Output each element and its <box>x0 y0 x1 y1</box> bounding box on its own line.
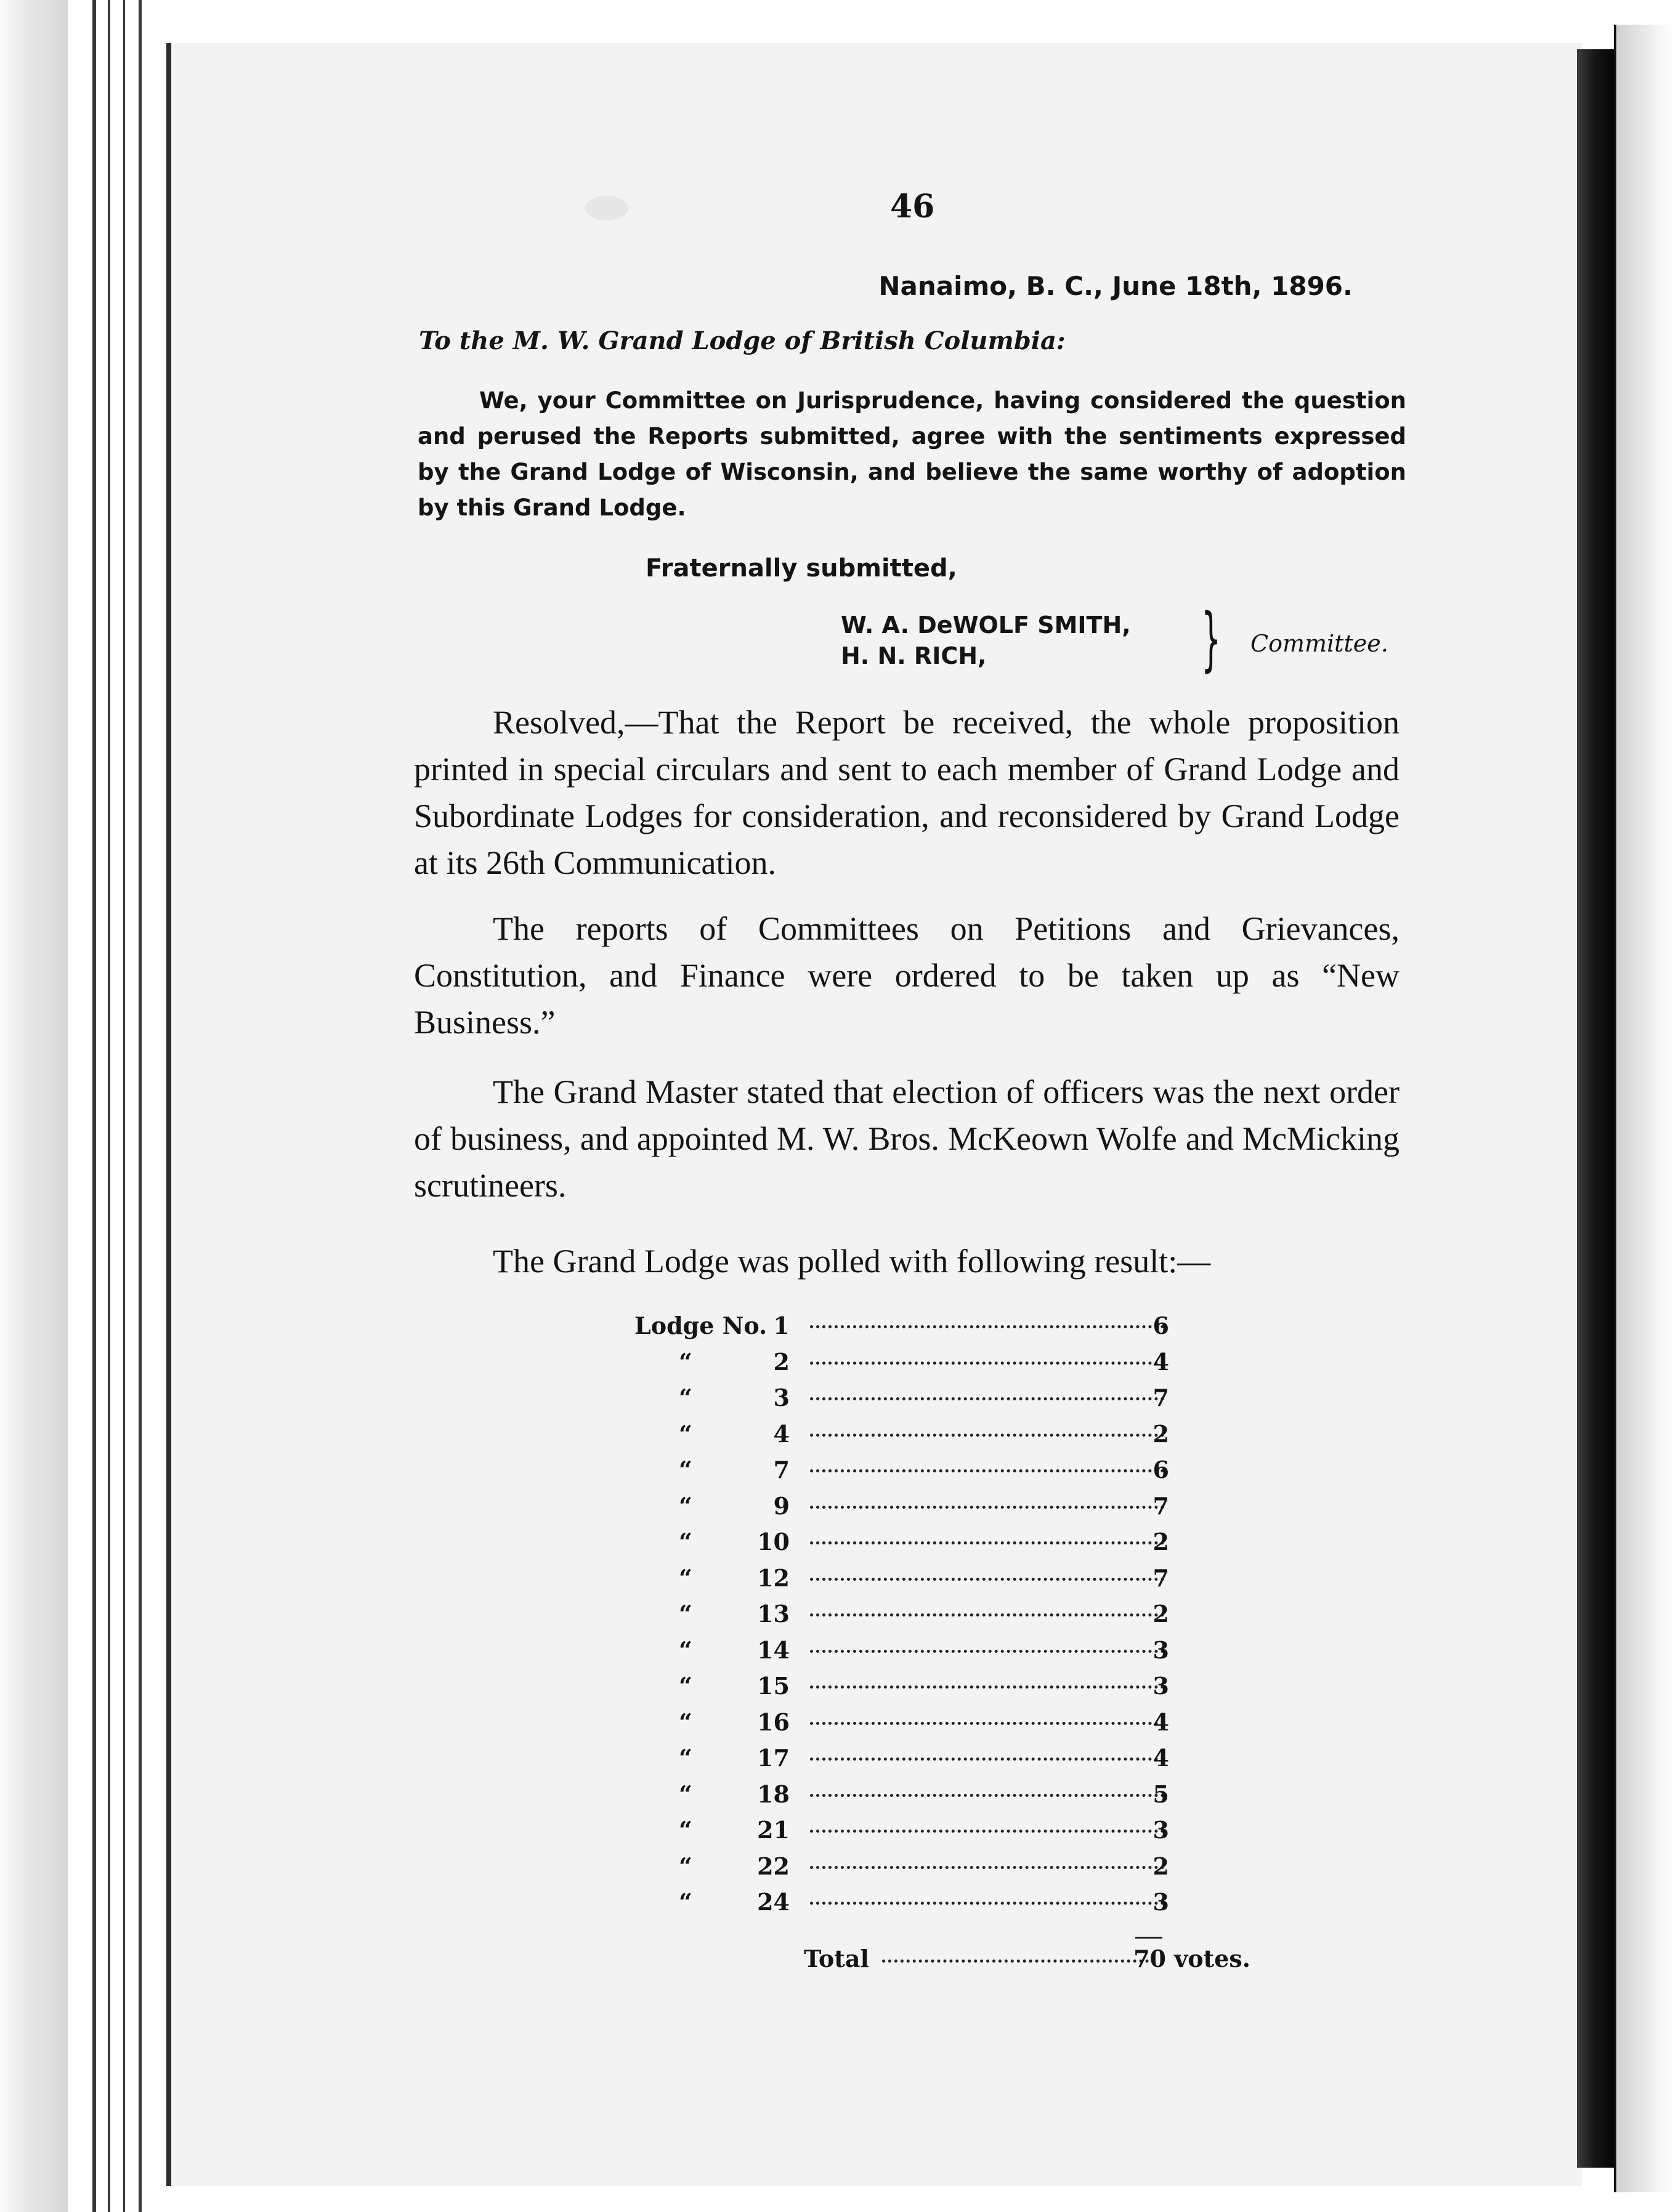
vote-count: 4 <box>1152 1744 1169 1772</box>
leader-dots <box>810 1830 1164 1833</box>
book-spine <box>1577 49 1614 2168</box>
ditto-mark: “ <box>679 1347 692 1376</box>
vote-count: 3 <box>1152 1636 1169 1664</box>
ditto-mark: “ <box>679 1528 692 1556</box>
lodge-number: 24 <box>757 1888 790 1916</box>
lodge-number: 10 <box>757 1528 790 1556</box>
page-edge-line <box>92 0 96 2212</box>
vote-count: 7 <box>1152 1384 1169 1411</box>
vote-row <box>634 1774 1213 1810</box>
vote-row <box>634 1594 1213 1630</box>
leader-dots <box>810 1685 1164 1689</box>
ditto-mark: “ <box>679 1708 692 1736</box>
election-paragraph: The Grand Master stated that election of officers was the next order of business, and appointed M. W. Bros. McKeown Wolfe and McMicking scrutineers. <box>414 1073 1400 1204</box>
ditto-mark: “ <box>679 1384 692 1411</box>
leader-dots <box>810 1397 1164 1400</box>
leader-dots <box>810 1506 1164 1509</box>
vote-row-label <box>634 1780 790 1808</box>
lodge-number: 9 <box>773 1491 790 1520</box>
ditto-mark: “ <box>679 1672 692 1700</box>
lodge-number: 16 <box>757 1708 790 1736</box>
salutation: To the M. W. Grand Lodge of British Columbia: <box>419 326 1066 355</box>
committee-report: We, your Committee on Jurisprudence, having considered the question and perused the Reports submitted, agree with the sentiments expressed by the Grand Lodge of Wisconsin, and believe the same worthy of adoption by this Grand Lodge. <box>418 387 1406 521</box>
lodge-number: 12 <box>757 1564 790 1592</box>
signatory-name: W. A. DeWOLF SMITH, <box>841 612 1131 639</box>
leader-dots <box>810 1758 1164 1761</box>
lodge-number: 2 <box>773 1347 790 1376</box>
votes-table <box>634 1306 1213 1918</box>
resolution-paragraph: Resolved,—That the Report be received, the whole proposition printed in special circulars and sent to each member of Grand Lodge and Subordinate Lodges for consideration, and reconsidered by Grand Lodge at its 26th Communication. <box>414 704 1400 881</box>
ditto-mark: “ <box>679 1600 692 1628</box>
vote-row <box>634 1342 1213 1378</box>
lodge-number: 21 <box>757 1816 790 1844</box>
ditto-mark: “ <box>679 1564 692 1592</box>
ditto-mark: “ <box>679 1816 692 1844</box>
vote-row <box>634 1882 1213 1918</box>
leader-dots <box>810 1469 1164 1472</box>
vote-count: 7 <box>1152 1491 1169 1520</box>
vote-row-label <box>634 1456 790 1483</box>
page-edge-line <box>108 0 110 2212</box>
lodge-number: 17 <box>757 1744 790 1772</box>
vote-count: 2 <box>1152 1600 1169 1628</box>
paper-stain <box>585 196 628 220</box>
vote-row-label <box>634 1672 790 1700</box>
vote-row-label <box>634 1312 790 1339</box>
leader-dots <box>882 1960 1149 1963</box>
vote-row-label <box>634 1636 790 1664</box>
ditto-mark: “ <box>679 1888 692 1916</box>
page-edge-line <box>123 0 125 2212</box>
page-edge-line <box>139 0 142 2212</box>
reports-paragraph: The reports of Committees on Petitions and Grievances, Constitution, and Finance were ordered to be taken up as “New Business.” <box>414 910 1400 1041</box>
leader-dots <box>810 1794 1164 1797</box>
lodge-number: 18 <box>757 1780 790 1808</box>
ditto-mark: “ <box>679 1456 692 1483</box>
vote-row <box>634 1630 1213 1666</box>
facing-page-edge <box>1614 25 1673 2192</box>
vote-count: 2 <box>1152 1852 1169 1880</box>
vote-count: 3 <box>1152 1672 1169 1700</box>
leader-dots <box>810 1578 1164 1581</box>
vote-count: 3 <box>1152 1816 1169 1844</box>
vote-row-label <box>634 1564 790 1592</box>
vote-row-label <box>634 1708 790 1736</box>
committee-label: Committee. <box>1250 630 1388 657</box>
vote-row <box>634 1306 1213 1342</box>
vote-row <box>634 1846 1213 1883</box>
vote-count: 4 <box>1152 1708 1169 1736</box>
vote-row-label <box>634 1420 790 1448</box>
leader-dots <box>810 1434 1164 1437</box>
lodge-number: 14 <box>757 1636 790 1664</box>
lodge-number: 1 <box>773 1312 790 1339</box>
leader-dots <box>810 1650 1164 1653</box>
vote-row <box>634 1666 1213 1702</box>
vote-row-label <box>634 1888 790 1916</box>
ditto-mark: “ <box>679 1636 692 1664</box>
vote-row-label <box>634 1528 790 1556</box>
ditto-mark: “ <box>679 1852 692 1880</box>
vote-row-label <box>634 1744 790 1772</box>
vote-count: 6 <box>1152 1312 1169 1339</box>
vote-row-label <box>634 1348 790 1376</box>
lodge-number: 15 <box>757 1672 790 1700</box>
vote-count: 5 <box>1152 1780 1169 1808</box>
ditto-mark: “ <box>679 1491 692 1520</box>
vote-row <box>634 1702 1213 1738</box>
page-number: 46 <box>890 188 935 225</box>
vote-row <box>634 1378 1213 1414</box>
lodge-number: 4 <box>773 1419 790 1448</box>
vote-row <box>634 1414 1213 1450</box>
lodge-number: 22 <box>757 1852 790 1880</box>
leader-dots <box>810 1325 1164 1328</box>
vote-row-label <box>634 1852 790 1880</box>
vote-row-label <box>634 1600 790 1628</box>
vote-row <box>634 1558 1213 1594</box>
vote-row-label <box>634 1492 790 1520</box>
vote-row <box>634 1522 1213 1558</box>
total-rule <box>1135 1937 1162 1939</box>
leader-dots <box>810 1866 1164 1869</box>
ditto-mark: “ <box>679 1419 692 1448</box>
total-row <box>801 1945 1269 1976</box>
brace-glyph: } <box>1201 599 1221 679</box>
leader-dots <box>810 1613 1164 1617</box>
vote-row <box>634 1486 1213 1522</box>
closing-line: Fraternally submitted, <box>646 554 957 583</box>
vote-count: 4 <box>1152 1347 1169 1376</box>
vote-count: 2 <box>1152 1419 1169 1448</box>
page-stack-edge <box>0 0 68 2212</box>
lodge-number: 7 <box>773 1456 790 1483</box>
vote-row-label <box>634 1816 790 1844</box>
vote-count: 7 <box>1152 1564 1169 1592</box>
vote-row <box>634 1810 1213 1846</box>
total-label: Total <box>804 1945 869 1972</box>
dateline: Nanaimo, B. C., June 18th, 1896. <box>878 271 1353 301</box>
vote-count: 6 <box>1152 1456 1169 1483</box>
vote-row-label <box>634 1384 790 1411</box>
signatories <box>841 610 1131 671</box>
signatory-name: H. N. RICH, <box>841 642 987 669</box>
leader-dots <box>810 1362 1164 1365</box>
ditto-mark: “ <box>679 1744 692 1772</box>
leader-dots <box>810 1902 1164 1905</box>
vote-count: 2 <box>1152 1528 1169 1556</box>
poll-intro: The Grand Lodge was polled with following result:— <box>493 1243 1211 1280</box>
vote-row <box>634 1738 1213 1774</box>
lodge-number-label: Lodge No. <box>634 1312 768 1339</box>
lodge-number: 13 <box>757 1600 790 1628</box>
lodge-number: 3 <box>773 1384 790 1411</box>
leader-dots <box>810 1722 1164 1725</box>
leader-dots <box>810 1541 1164 1544</box>
total-value: 70 votes. <box>1133 1945 1250 1972</box>
vote-row <box>634 1450 1213 1486</box>
ditto-mark: “ <box>679 1780 692 1808</box>
vote-count: 3 <box>1152 1888 1169 1916</box>
